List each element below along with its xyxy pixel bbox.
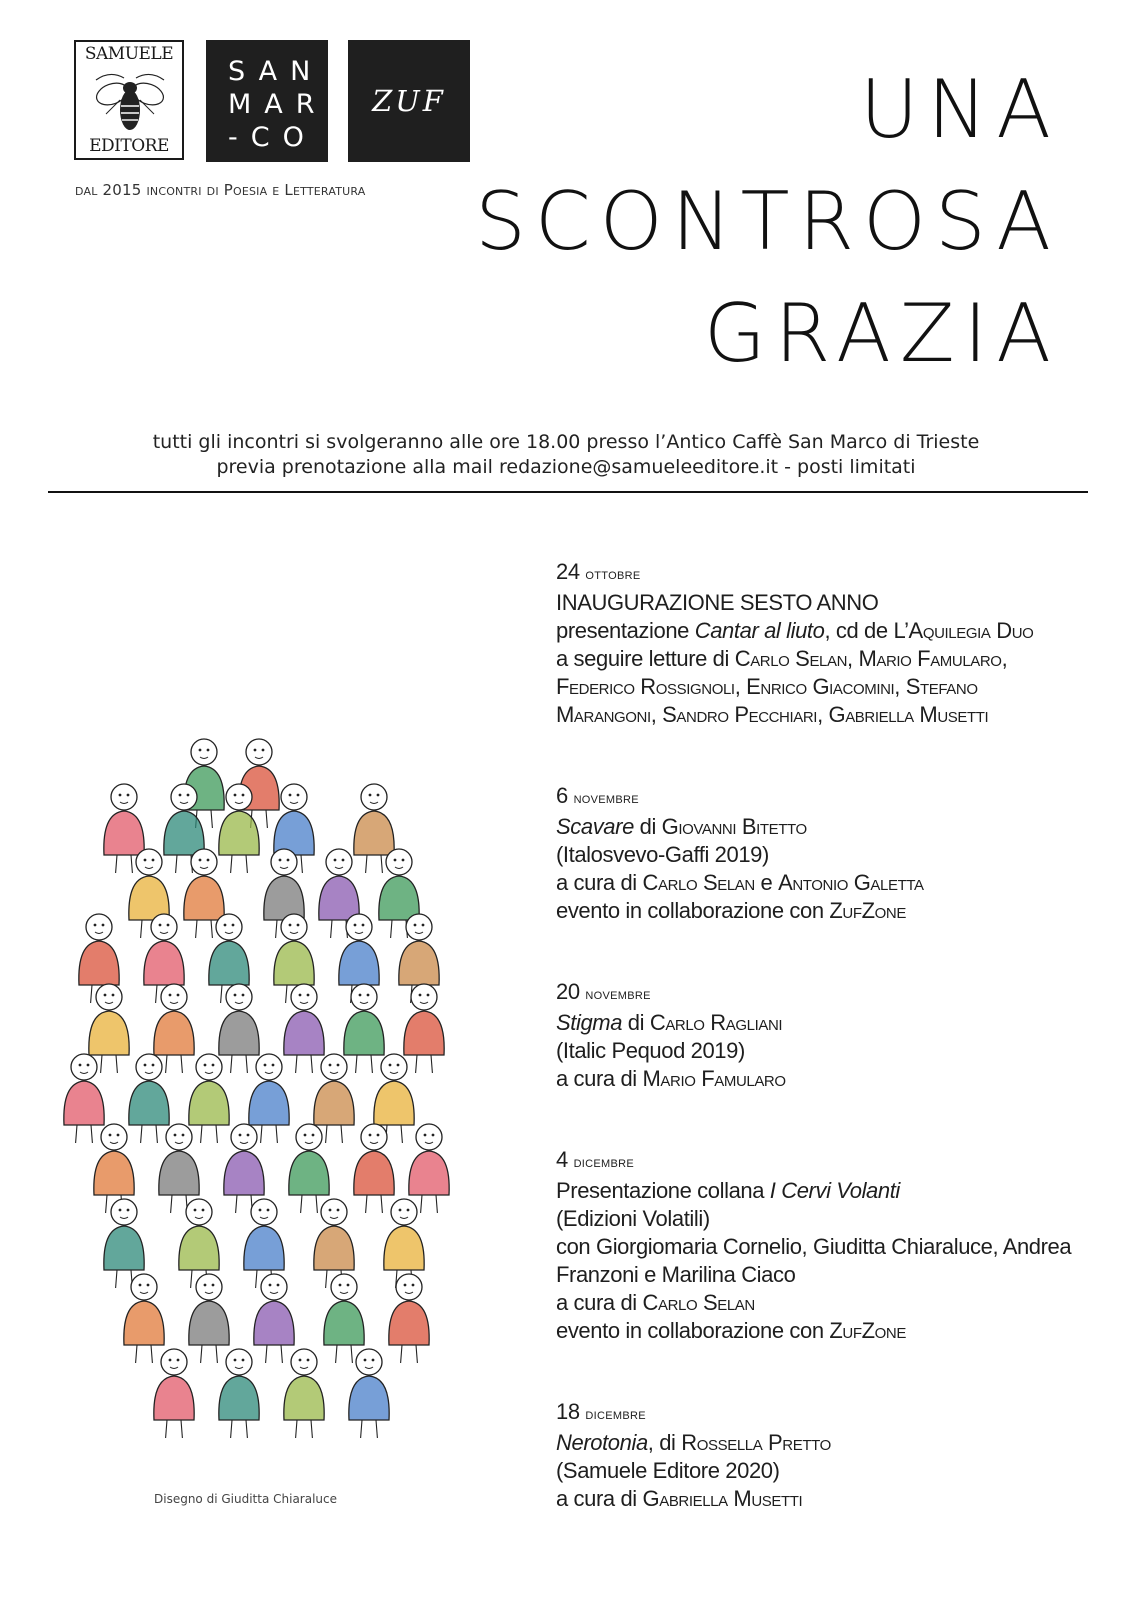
event-artist: L’Aquilegia Duo [893,618,1034,643]
event-text: di [622,1010,650,1035]
event-publisher: (Samuele Editore 2020) [556,1458,780,1483]
event-publisher: (Italosvevo-Gaffi 2019) [556,842,769,867]
event-participants: Franzoni e Marilina Ciaco [556,1262,796,1287]
drawn-figure [389,1274,429,1363]
event-text: e [754,870,779,895]
drawn-figure [354,1124,394,1213]
event-author: Rossella Pretto [681,1430,831,1455]
zuf-logo-text: ZUF [372,84,446,118]
drawn-figure [224,1124,264,1213]
drawn-figure [409,1124,449,1213]
event-20-novembre [556,978,1096,1093]
event-text: Presentazione collana [556,1178,770,1203]
event-text: di [633,814,662,839]
event-date-number: 6 [556,783,568,808]
event-readers: Marangoni, Sandro Pecchiari, Gabriella Musetti [556,702,989,727]
drawing-credit: Disegno di Giuditta Chiaraluce [154,1492,337,1506]
divider-rule [48,491,1088,493]
drawn-figure [219,1349,259,1438]
event-participants: con Giorgiomaria Cornelio, Giuditta Chiaraluce, Andrea [556,1234,1072,1259]
event-text: a cura di [556,870,643,895]
title-line-1: UNA [859,63,1060,156]
title-line-2: SCONTROSA [475,175,1060,268]
drawn-figure [219,984,259,1073]
drawn-figure [129,1054,169,1143]
event-date-month: dicembre [573,1154,635,1171]
event-author: Carlo Ragliani [649,1010,783,1035]
info-block [0,430,1132,480]
drawn-figure [189,1054,229,1143]
event-date-month: novembre [585,986,651,1003]
drawn-figure [284,984,324,1073]
event-publisher: (Edizioni Volatili) [556,1206,710,1231]
drawn-figure [189,1274,229,1363]
event-readers: Carlo Selan, Mario Famularo, [734,646,1008,671]
event-series-title: I Cervi Volanti [769,1178,900,1203]
event-date-number: 18 [556,1399,580,1424]
samuele-editore-logo [74,40,184,160]
event-text: evento in collaborazione con [556,1318,830,1343]
tagline-text: dal 2015 incontri di Poesia e Letteratura [75,181,366,199]
event-curator: Carlo Selan [642,1290,755,1315]
drawn-figure [324,1274,364,1363]
zuf-logo [348,40,470,162]
samuele-logo-bottom-text: EDITORE [89,136,169,156]
event-curator: Gabriella Musetti [642,1486,803,1511]
event-collab: ZufZone [829,898,906,923]
event-collab: ZufZone [829,1318,906,1343]
drawn-figure [404,984,444,1073]
event-6-novembre [556,782,1096,925]
san-marco-line-1: SAN [228,56,324,87]
drawn-figure [289,1124,329,1213]
event-text: presentazione [556,618,695,643]
event-date-number: 24 [556,559,580,584]
event-date-number: 20 [556,979,580,1004]
event-headline: INAUGURAZIONE SESTO ANNO [556,590,879,615]
info-line-2: previa prenotazione alla mail redazione@samueleeditore.it - posti limitati [216,456,916,478]
event-text: , cd de [824,618,894,643]
drawn-figure [104,1199,144,1288]
drawn-figure [344,984,384,1073]
event-book-title: Stigma [556,1010,623,1035]
event-work-title: Cantar al liuto [694,618,825,643]
event-curator: Antonio Galetta [778,870,924,895]
event-readers: Federico Rossignoli, Enrico Giacomini, Stefano [556,674,978,699]
title-line-3: GRAZIA [703,287,1060,380]
event-date-month: novembre [573,790,639,807]
event-text: , di [647,1430,682,1455]
samuele-logo-top-text: SAMUELE [84,44,174,64]
event-text: a cura di [556,1290,643,1315]
crowd-drawing-illustration [54,700,454,1460]
event-publisher: (Italic Pequod 2019) [556,1038,745,1063]
san-marco-logo [206,40,328,162]
drawn-figure [284,1349,324,1438]
drawn-figure [349,1349,389,1438]
event-date-month: dicembre [585,1406,646,1423]
event-author: Giovanni Bitetto [661,814,807,839]
event-date-number: 4 [556,1147,568,1172]
drawn-figure [64,1054,104,1143]
drawn-figure [154,1349,194,1438]
tagline [75,181,465,199]
event-text: a cura di [556,1066,643,1091]
event-text: a seguire letture di [556,646,735,671]
event-curator: Mario Famularo [642,1066,786,1091]
san-marco-line-3: -CO [228,122,317,153]
event-text: evento in collaborazione con [556,898,830,923]
event-24-ottobre [556,558,1096,729]
event-4-dicembre [556,1146,1096,1345]
event-curator: Carlo Selan [642,870,755,895]
drawn-figure [124,1274,164,1363]
san-marco-line-2: MAR [228,89,328,120]
event-book-title: Scavare [556,814,634,839]
event-book-title: Nerotonia [556,1430,648,1455]
events-list [556,558,1096,1566]
event-date-month: ottobre [585,566,641,583]
drawn-figure [159,1124,199,1213]
bee-icon [90,66,170,136]
info-line-1: tutti gli incontri si svolgeranno alle ore 18.00 presso l’Antico Caffè San Marco di Trieste [152,431,980,453]
drawn-figure [254,1274,294,1363]
event-18-dicembre [556,1398,1096,1513]
event-text: a cura di [556,1486,643,1511]
